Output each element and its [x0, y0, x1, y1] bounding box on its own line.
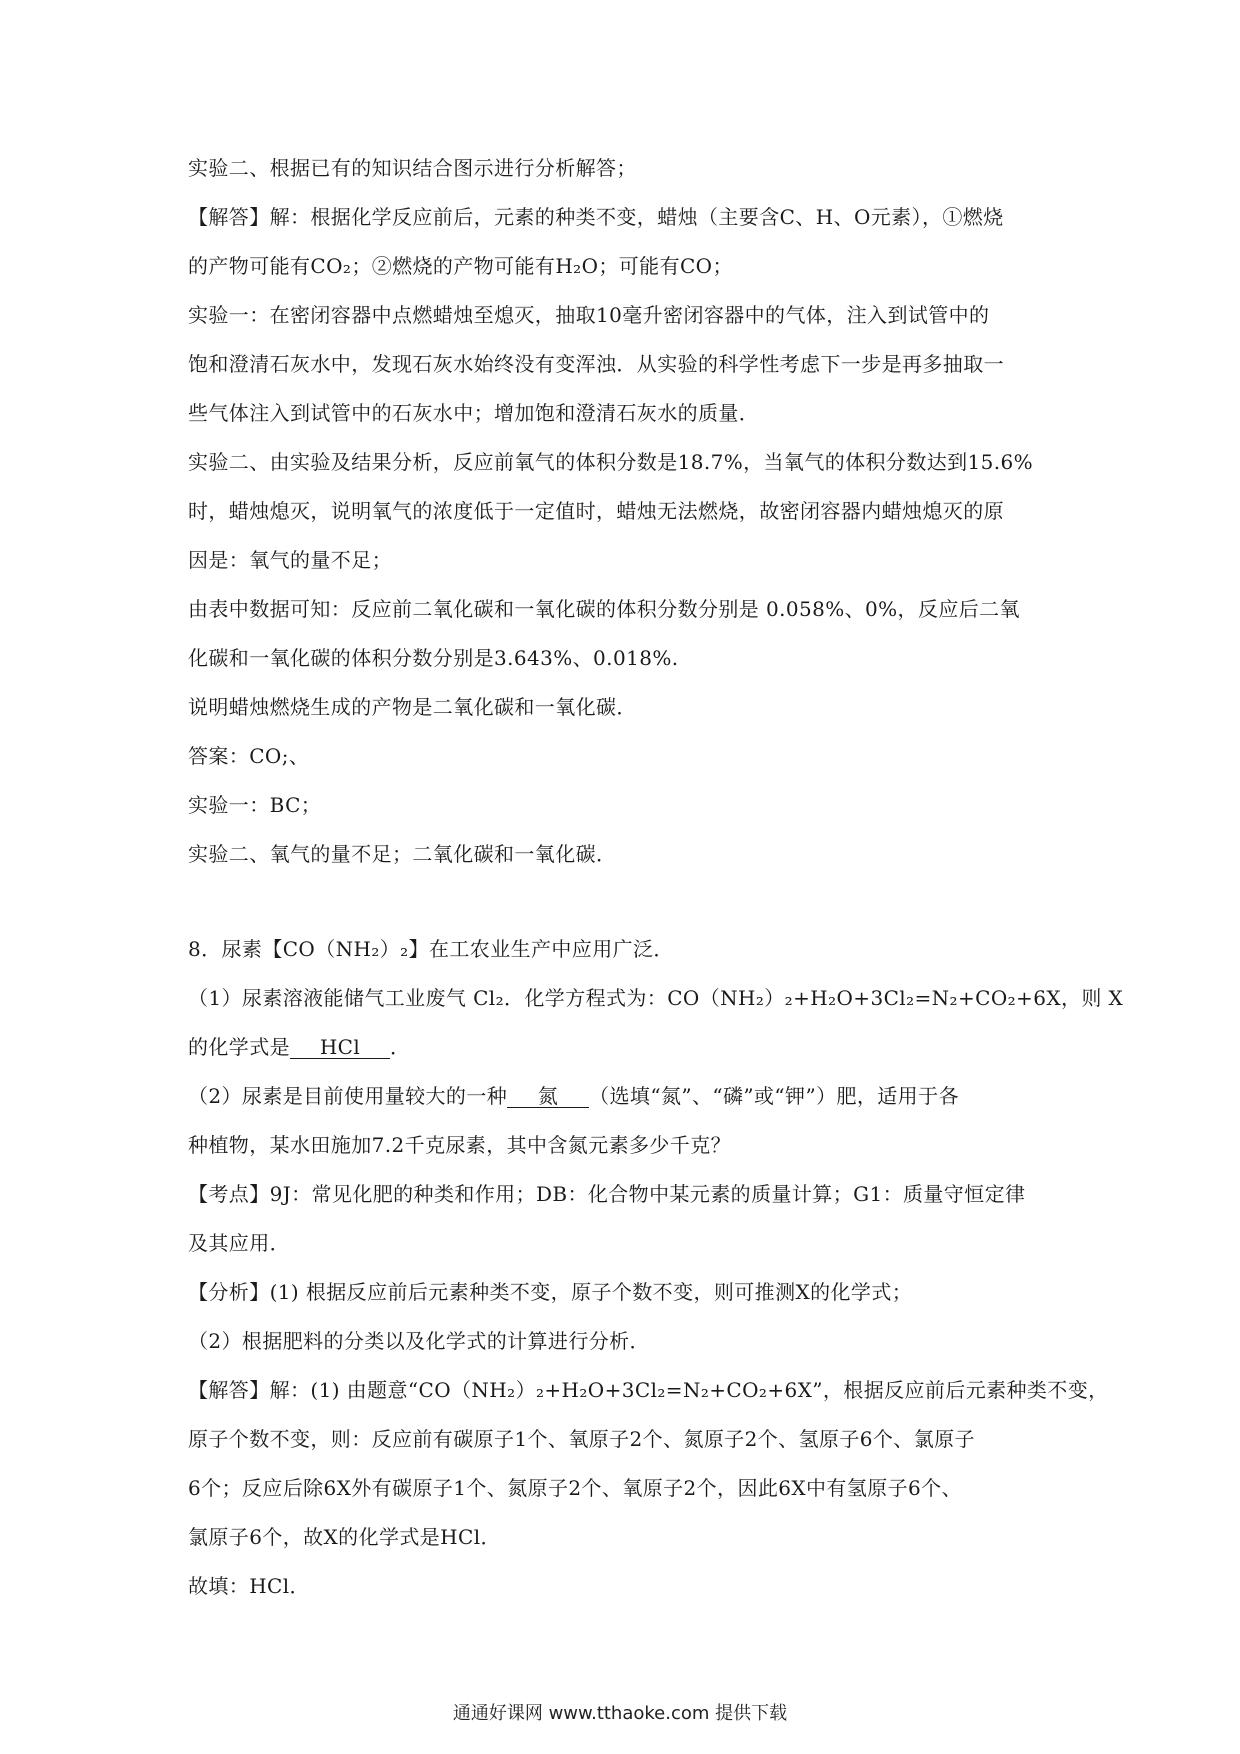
text-line: 实验二、根据已有的知识结合图示进行分析解答； — [188, 156, 637, 180]
text-line: 化碳和一氧化碳的体积分数分别是3.643%、0.018%. — [188, 646, 679, 670]
fenxi-line: 【分析】(1) 根据反应前后元素种类不变，原子个数不变，则可推测X的化学式； — [188, 1280, 913, 1304]
answer-blank-hcl: HCl — [290, 1036, 390, 1059]
jieda-line: 原子个数不变，则：反应前有碳原子1个、氧原子2个、氮原子2个、氢原子6个、氯原子 — [188, 1427, 975, 1451]
question-title: 8．尿素【CO（NH₂）₂】在工农业生产中应用广泛． — [188, 937, 674, 961]
text-line: 说明蜡烛燃烧生成的产物是二氧化碳和一氧化碳． — [188, 695, 637, 719]
answer-suffix: ． — [390, 1035, 411, 1059]
text-line: 因是：氧气的量不足； — [188, 548, 392, 572]
jieda-line: 氯原子6个，故X的化学式是HCl． — [188, 1525, 501, 1549]
question-part-1-answer-line — [188, 1035, 1068, 1059]
section-gap — [188, 891, 1068, 937]
jieda-line: 6个；反应后除6X外有碳原子1个、氮原子2个、氧原子2个，因此6X中有氢原子6个、 — [188, 1476, 962, 1500]
part-2-suffix: （选填“氮”、“磷”或“钾”）肥，适用于各 — [589, 1084, 959, 1108]
question-part-2-cont: 种植物，某水田施加7.2千克尿素，其中含氮元素多少千克？ — [188, 1133, 732, 1157]
kaodian-line: 及其应用． — [188, 1231, 290, 1255]
fenxi-line: （2）根据肥料的分类以及化学式的计算进行分析． — [188, 1329, 650, 1353]
answer-prefix: 的化学式是 — [188, 1035, 290, 1059]
text-line: 【解答】解：根据化学反应前后，元素的种类不变，蜡烛（主要含C、H、O元素），①燃烧 — [188, 205, 1004, 229]
text-line: 实验一：在密闭容器中点燃蜡烛至熄灭，抽取10毫升密闭容器中的气体，注入到试管中的 — [188, 303, 990, 327]
page-footer: 通通好课网 www.tthaoke.com 提供下载 — [452, 1703, 788, 1724]
text-line: 实验一：BC； — [188, 793, 322, 817]
jieda-line: 【解答】解：(1) 由题意“CO（NH₂）₂+H₂O+3Cl₂=N₂+CO₂+6X”，根据反应前后元素种类不变， — [188, 1378, 1109, 1402]
text-line: 些气体注入到试管中的石灰水中；增加饱和澄清石灰水的质量． — [188, 401, 760, 425]
text-line: 的产物可能有CO₂；②燃烧的产物可能有H₂O；可能有CO； — [188, 254, 733, 278]
text-line: 时，蜡烛熄灭，说明氧气的浓度低于一定值时，蜡烛无法燃烧，故密闭容器内蜡烛熄灭的原 — [188, 499, 1004, 523]
page-content — [188, 156, 1124, 1623]
part-2-prefix: （2）尿素是目前使用量较大的一种 — [188, 1084, 508, 1108]
text-line: 答案：CO;、 — [188, 744, 310, 768]
question-part-1: （1）尿素溶液能储气工业废气 Cl₂．化学方程式为：CO（NH₂）₂+H₂O+3Cl₂=N₂+CO₂+6X，则 X — [188, 986, 1124, 1010]
kaodian-line: 【考点】9J：常见化肥的种类和作用；DB：化合物中某元素的质量计算；G1：质量守恒定律 — [188, 1182, 1026, 1206]
text-line: 实验二、氧气的量不足；二氧化碳和一氧化碳． — [188, 842, 617, 866]
text-line: 饱和澄清石灰水中，发现石灰水始终没有变浑浊．从实验的科学性考虑下一步是再多抽取一 — [188, 352, 1004, 376]
guzhen-line: 故填：HCl． — [188, 1574, 310, 1598]
answer-blank-nitrogen: 氮 — [507, 1085, 589, 1108]
text-line: 由表中数据可知：反应前二氧化碳和一氧化碳的体积分数分别是 0.058%、0%，反应后二氧 — [188, 597, 1020, 621]
text-line: 实验二、由实验及结果分析，反应前氧气的体积分数是18.7%，当氧气的体积分数达到15.6% — [188, 450, 1034, 474]
question-part-2 — [188, 1084, 1068, 1108]
